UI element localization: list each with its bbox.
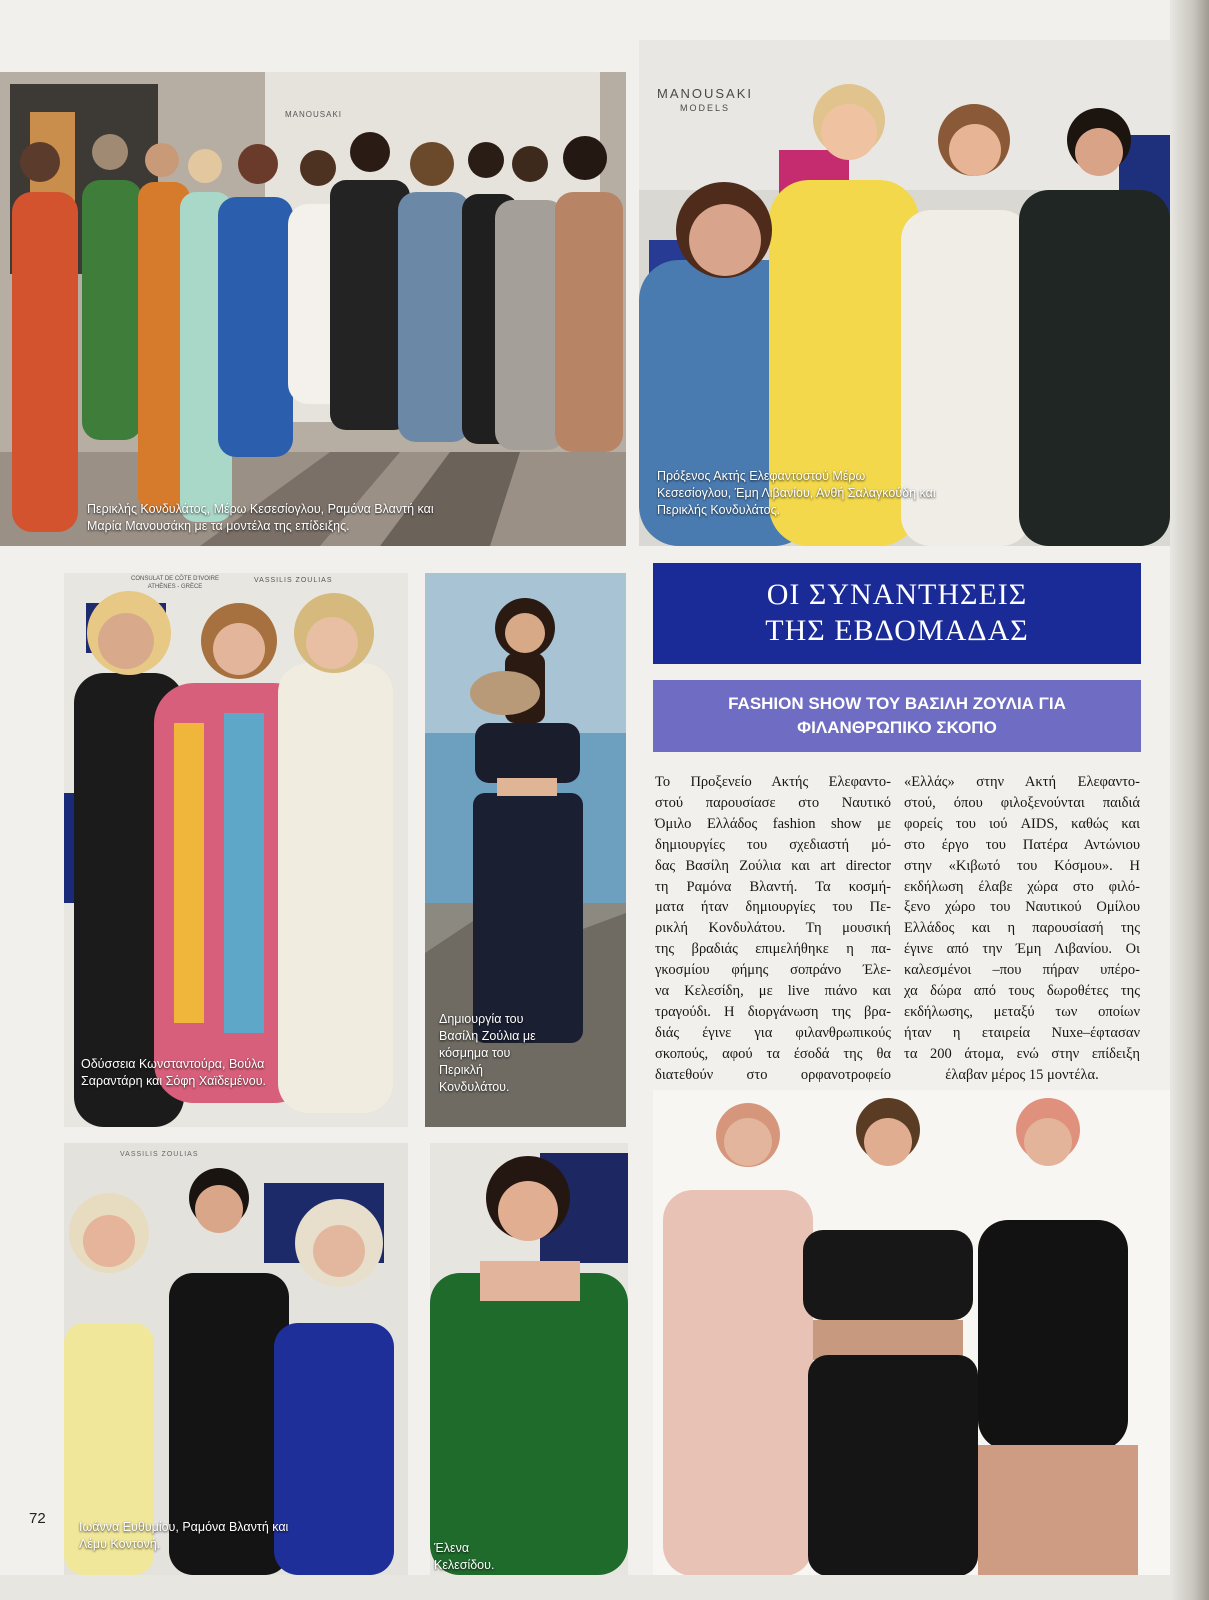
article-line: στην «Κιβωτό του Κόσμου». Η [904,857,1140,874]
caption-elena [434,1540,624,1574]
article-column-2 [904,772,1140,1086]
page-spine-shadow [1170,0,1209,1600]
caption-line: Περικλής Κονδυλάτος, Μέρω Κεσεσίογλου, Ραμόνα Βλαντή και [87,502,434,516]
caption-trio-bottom [79,1519,399,1553]
photo-runway [653,1090,1170,1576]
photo-model-sea [425,573,626,1127]
article-line: «Ελλάς» στην Ακτή Ελεφαντο- [904,774,1140,790]
caption-line: Πρόξενος Ακτής Ελεφαντοστού Μέρω [657,469,866,483]
article-line: δας Βασίλη Ζούλια και art director [655,857,891,874]
article-line: έγινε από την Έμη Λιβανίου. Οι [904,941,1140,958]
headline-line: FASHION SHOW ΤΟΥ ΒΑΣΙΛΗ ΖΟΥΛΙΑ ΓΙΑ [728,694,1066,713]
article-line: εκδήλωσης, μεταξύ των οποίων [904,1003,1140,1020]
caption-line: Περικλή [439,1063,483,1077]
article-line: καλεσμένοι –που πήραν υπέρο- [904,962,1140,979]
article-line: τραγούδι. Η διοργάνωση της βρα- [655,1003,891,1020]
caption-three-women [81,1056,381,1090]
page-number: 72 [29,1510,46,1527]
caption-line: κόσμημα του [439,1046,511,1060]
logo-line: MANOUSAKI [657,86,754,101]
article-line: Ελλάδος και η παρουσίασή της [904,920,1140,937]
article-line: ξενο χώρο του Ναυτικού Ομίλου [904,899,1140,916]
photo-trio-bottom [64,1143,408,1575]
caption-model-sea [439,1011,619,1096]
article-line: τη Ραμόνα Βλαντή. Τα κοσμή- [655,878,891,895]
consulat-logo [120,575,230,591]
caption-group-models [87,501,567,535]
article-line: στο έργο του Πατέρα Αντώνιου [904,836,1140,853]
article-line: στού παρουσίασε στο Ναυτικό [655,794,891,811]
section-title-line: ΤΗΣ ΕΒΔΟΜΑΔΑΣ [765,614,1029,647]
article-line: ρικλή Κονδυλάτου. Τη μουσική [655,920,891,937]
article-line: ήταν η εταιρεία Nuxe–έφτασαν [904,1024,1140,1041]
article-line: διατεθούν στο ορφανοτροφείο [655,1066,891,1083]
article-line: εκδήλωση έλαβε χώρα στο φιλό- [904,878,1140,895]
article-line: χα δώρα από τους δωροθέτες της [904,983,1140,1000]
article-line: Το Προξενείο Ακτής Ελεφαντο- [655,774,891,790]
logo-line: ATHÈNES - GRÈCE [147,584,203,590]
caption-line: Λέμυ Κοντονή. [79,1537,161,1551]
article-line: δημιουργίες του σχεδιαστή μό- [655,836,891,853]
caption-line: Δημιουργία του [439,1012,524,1026]
caption-line: Οδύσσεια Κωνσταντούρα, Βούλα [81,1057,265,1071]
page-bottom-margin [0,1575,1209,1600]
article-headline [653,680,1141,752]
article-line: να Κελεσίδη, με live πιάνο και [655,983,891,1000]
headline-line: ΦΙΛΑΝΘΡΩΠΙΚΟ ΣΚΟΠΟ [797,718,997,737]
article-line: έλαβαν μέρος 15 μοντέλα. [945,1066,1099,1083]
article-column-1 [655,772,891,1086]
vassilis-zoulias-logo: VASSILIS ZOULIAS [120,1151,199,1158]
article-line: σκοπούς, αφού τα έσοδά της θα [655,1045,891,1062]
caption-line: Μαρία Μανουσάκη με τα μοντέλα της επίδειξης. [87,519,350,533]
logo-line: CONSULAT DE CÔTE D'IVOIRE [131,576,219,582]
article-line: της βραδιάς επιμελήθηκε η πα- [655,941,891,958]
caption-line: Κεσεσίογλου, Έμη Λιβανίου, Ανθή Σαλαγκούδη και [657,486,936,500]
caption-consul-group [657,468,1057,519]
article-line: φορείς του ιού AIDS, καθώς και [904,815,1140,832]
photo-three-women [64,573,408,1127]
caption-line: Κονδυλάτου. [439,1080,510,1094]
logo-line: MODELS [680,103,731,113]
photo-elena [430,1143,628,1575]
caption-line: Περικλής Κονδυλάτος. [657,503,781,517]
section-title-line: ΟΙ ΣΥΝΑΝΤΗΣΕΙΣ [766,578,1028,611]
article-line: τα 200 άτομα, ενώ στην επίδειξη [904,1045,1140,1062]
article-line: Όμιλο Ελλάδος fashion show με [655,815,891,832]
manousaki-logo: MANOUSAKI [285,110,343,119]
photo-consul-group [639,40,1170,546]
vassilis-zoulias-logo: VASSILIS ZOULIAS [254,577,333,584]
caption-line: Έλενα [434,1541,470,1555]
article-line: στού, όπου φιλοξενούνται παιδιά [904,794,1140,811]
section-title-banner [653,563,1141,664]
article-line: διάς έγινε για φιλανθρωπικούς [655,1024,891,1041]
photo-group-models [0,72,626,546]
article-line: ματα ήταν δημιουργίες του Πε- [655,899,891,916]
article-line: γκοσμίου φήμης σοπράνο Έλε- [655,962,891,979]
manousaki-models-logo [657,86,753,116]
caption-line: Κελεσίδου. [434,1558,495,1572]
caption-line: Σαραντάρη και Σόφη Χαϊδεμένου. [81,1074,267,1088]
caption-line: Ιωάννα Ευθυμίου, Ραμόνα Βλαντή και [79,1520,289,1534]
caption-line: Βασίλη Ζούλια με [439,1029,536,1043]
